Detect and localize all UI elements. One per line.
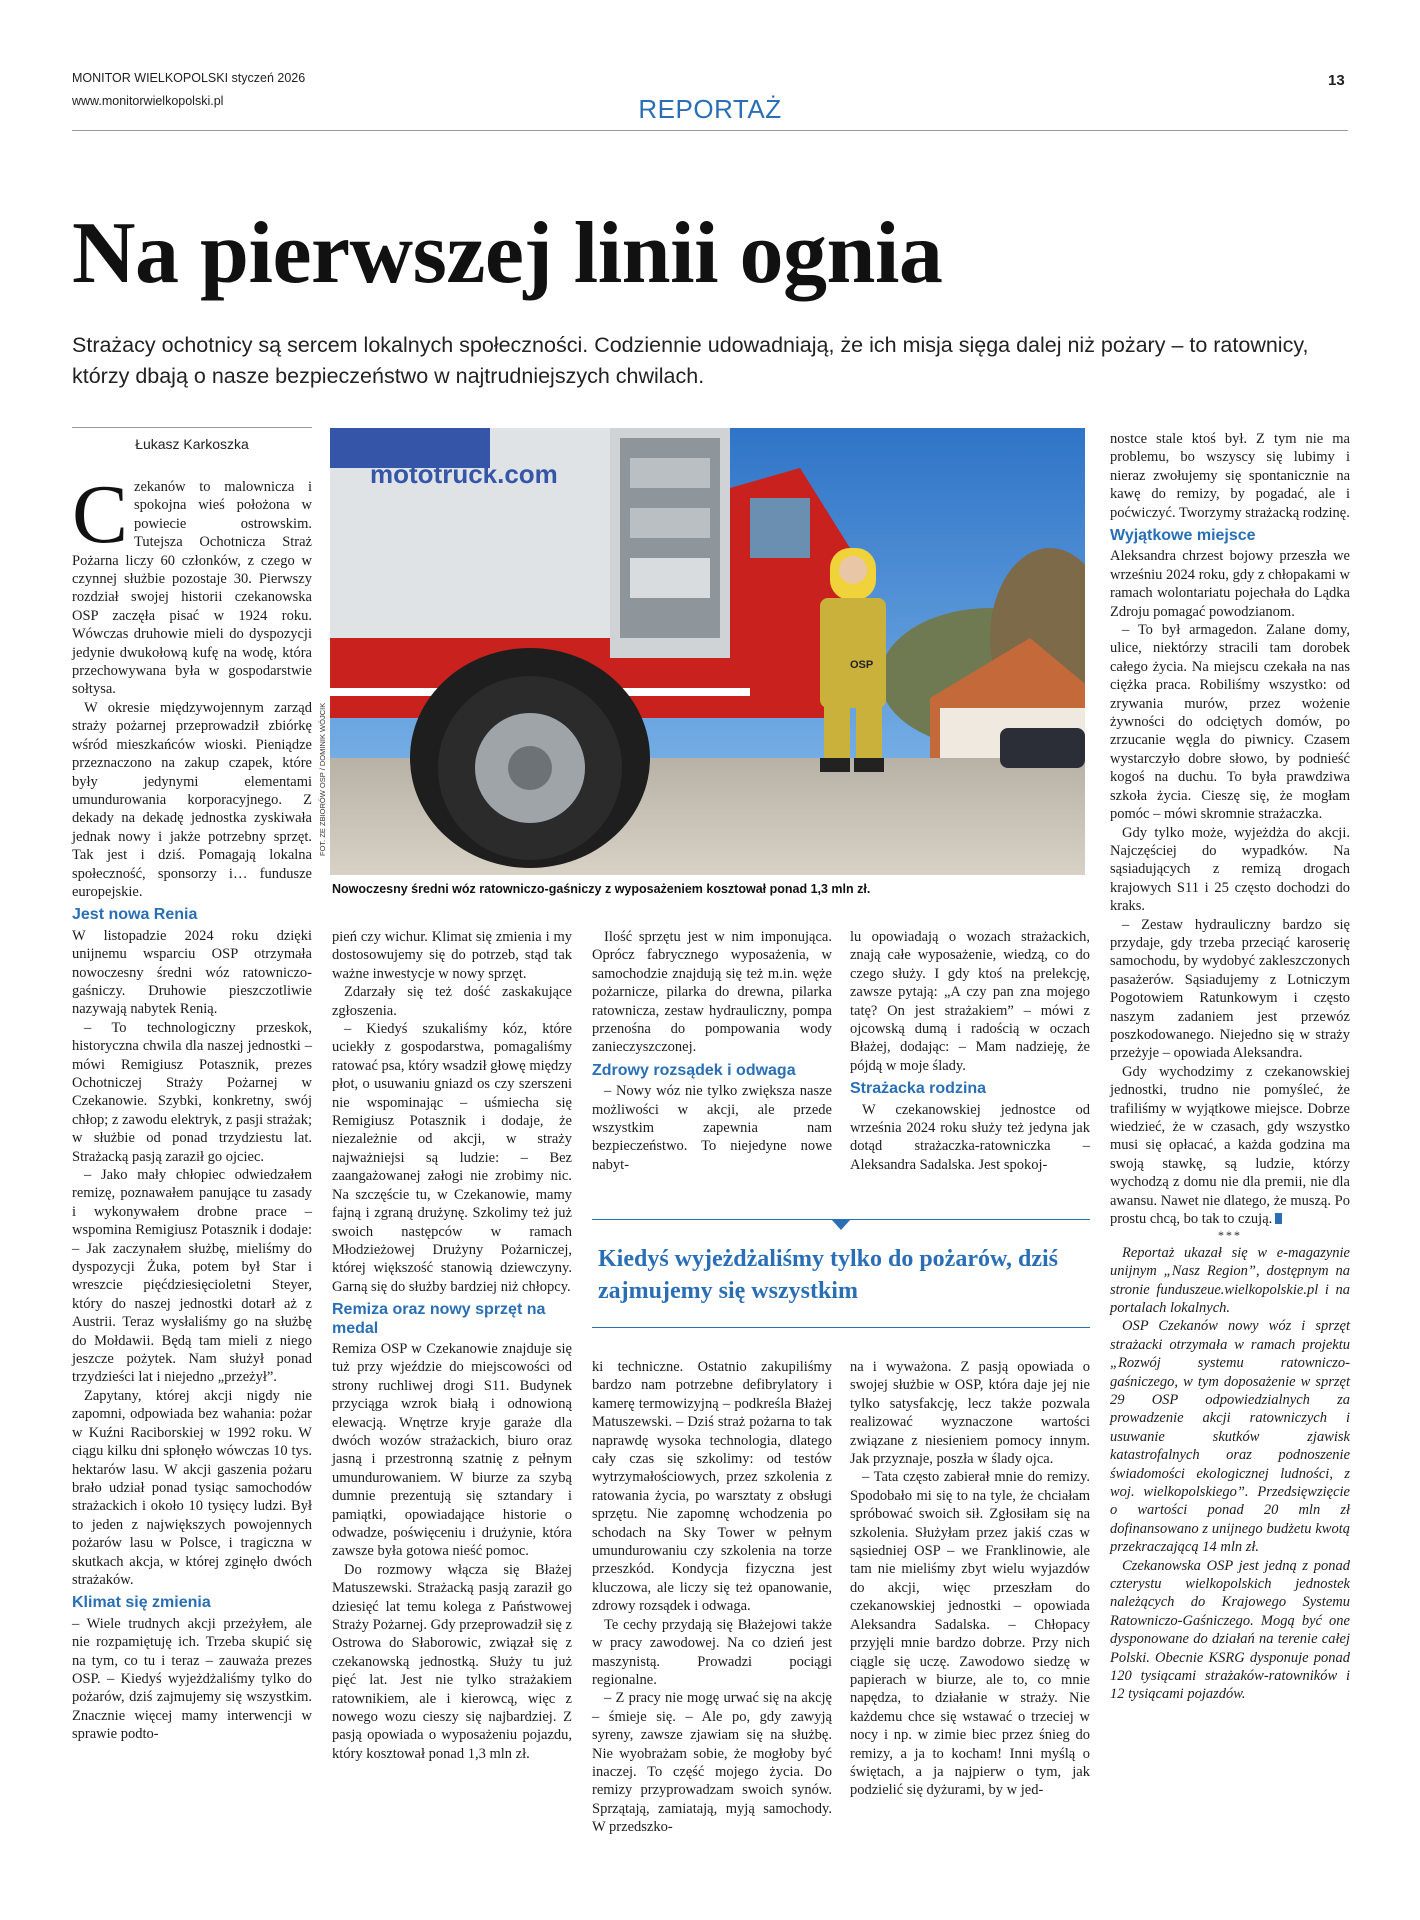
paragraph: Te cechy przydają się Błażejowi także w pracy zawodowej. Na co dzień jest maszynistą. Prowadzi pociągi regionalne. (592, 1616, 832, 1688)
photo-credit: FOT. ZE ZBIORÓW OSP / DOMINIK WÓJCIK (318, 702, 327, 856)
fire-truck-illustration (330, 428, 1085, 875)
paragraph: W listopadzie 2024 roku dzięki unijnemu wsparciu OSP otrzymała nowoczesny średni wóz ratowniczo-gaśniczy. Druhowie pieszczotliwie nazywają nabytek Renią. (72, 927, 312, 1018)
paragraph: Zdarzały się też dość zaskakujące zgłoszenia. (332, 984, 572, 1019)
publication-name: MONITOR WIELKOPOLSKI styczeń 2026 (72, 71, 306, 85)
column-5 (1110, 430, 1350, 1870)
subheading-zdrowy-rozsadek: Zdrowy rozsądek i odwaga (592, 1061, 796, 1079)
article-lead: Strażacy ochotnicy są sercem lokalnych społeczności. Codziennie udowadniają, że ich misja sięga dalej niż pożary – to ratownicy, którzy dbają o nasze bezpieczeństwo w najtrudniejszych chwilach. (72, 333, 1309, 388)
paragraph: W okresie międzywojennym zarząd straży pożarnej przeprowadził zbiórkę wśród mieszkańców wioski. Pieniądze przeznaczono na zakup czapek, które były jedynymi elementami umundurowania korporacyjnego. Z dekady na dekadę jednostka zyskiwała jednak nowy i jakże potrzebny sprzęt. Tak jest i dziś. Pomagają lokalna społeczność, sponsorzy i… fundusze europejskie. (72, 699, 312, 900)
article-title: Na pierwszej linii ognia (72, 205, 943, 302)
paragraph: pień czy wichur. Klimat się zmienia i my dostosowujemy się do potrzeb, stąd tak ważne inwestycje w nowy sprzęt. (332, 929, 572, 982)
subheading-jest-nowa-renia: Jest nowa Renia (72, 906, 198, 924)
paragraph: – Nowy wóz nie tylko zwiększa nasze możliwości w akcji, ale przede wszystkim zapewnia nam bezpieczeństwo. To niejedyne nowe nabyt- (592, 1083, 832, 1173)
paragraph: – Z pracy nie mogę urwać się na akcję – śmieje się. – Ale po, gdy zawyją syreny, zawsze zjawiam się na służbę. Nie wyobrażam sobie, że mogłoby być inaczej. To część mojego życia. Do remizy przyprowadzam swoich synów. Sprzątają, zamiatają, myją samochody. W przedszko- (592, 1690, 832, 1836)
pullquote-arrow-icon (831, 1219, 851, 1231)
paragraph: zekanów to malownicza i spokojna wieś położona w powiecie ostrowskim. Tutejsza Ochotnicza Straż Pożarna liczy 60 członków, z czego w czynnej służbie pozostaje 30. Pierwszy rozdział swojej historii czekanowska OSP zaczęła pisać w 1924 roku. Wówczas druhowie mieli do dyspozycji jedynie dwukołową kufę na wodę, która przechowywana była w gospodarstwie sołtysa. (72, 479, 312, 698)
subheading-remiza: Remiza oraz nowy sprzęt na medal (332, 1301, 546, 1337)
paragraph: Do rozmowy włącza się Błażej Matuszewski. Strażacką pasją zaraził go dziesięć lat temu kolega z Państwowej Straży Pożarnej. Gdy przeprowadził się z Ostrowa do Słaborowic, związał się z czekanowską jednostką. Służy tu już pięć lat. Jest nie tylko strażakiem ratownikiem, ale i kierowcą, więc z nowego wozu cieszy się najbardziej. Z pasją opowiada o wyposażeniu pojazdu, który kosztował ponad 1,3 mln zł. (332, 1561, 572, 1762)
column-4-top (850, 928, 1090, 1178)
header-rule (72, 130, 1348, 131)
column-3-bottom (592, 1358, 832, 1868)
paragraph-text: Gdy wychodzimy z czekanowskiej jednostki, trudno nie pomyśleć, że trafiliśmy w wyjątkowe miejsce. Dobrze wiedzieć, że w czasach, gdy wszystko musi się opłacać, a każda godzina ma swoją stawkę, są ludzie, którzy wychodzą z domu nie dla premii, nie dla awansu. Nawet nie dlatego, że muszą. Po prostu chcą, bo tak to czują. (1110, 1063, 1350, 1228)
photo-caption: Nowoczesny średni wóz ratowniczo-gaśniczy z wyposażeniem kosztował ponad 1,3 mln zł. (332, 882, 871, 896)
pullquote-bottom-rule (592, 1327, 1090, 1328)
paragraph: – Zestaw hydrauliczny bardzo się przydaje, gdy trzeba przeciąć karoserię samochodu, by wydobyć zakleszczonych pasażerów. Sąsiadujemy z Lotniczym Pogotowiem Ratunkowym i często naszym zadaniem jest przewóz poszkodowanego. Niejedno się w straży przeżyje – opowiada Aleksandra. (1110, 916, 1350, 1062)
column-1 (72, 468, 312, 1868)
fire-truck-photo (330, 428, 1085, 875)
paragraph: Gdy tylko może, wyjeżdża do akcji. Najczęściej do wypadków. Na sąsiadujących z remizą drogach krajowych S11 i 25 często dochodzi do kraks. (1110, 824, 1350, 915)
paragraph: – To technologiczny przeskok, historyczna chwila dla naszej jednostki – mówi Remigiusz Potasznik, prezes Ochotniczej Straży Pożarnej w Czekanowie. Szybki, konkretny, swój chłop; z zawodu elektryk, z pasji strażak; w służbie od ponad trzydziestu lat. Strażacką pasją zaraził go ojciec. (72, 1019, 312, 1165)
paragraph: nostce stale ktoś był. Z tym nie ma problemu, bo wszyscy się lubimy i nieraz zwołujemy się spontanicznie na kawę do remizy, by pogadać, ale i poćwiczyć. Tworzymy strażacką rodzinę. (1110, 431, 1350, 521)
page-number: 13 (1328, 72, 1345, 89)
paragraph: – Tata często zabierał mnie do remizy. Spodobało mi się to na tyle, że chciałam spróbować swoich sił. Zgłosiłam się na szkolenia. Służyłam przez jakiś czas w sąsiedniej OSP – we Franklinowie, ale tam nie mieliśmy zbyt wielu wyjazdów do akcji, więc przeszłam do czekanowskiej jednostki – opowiada Aleksandra Sadalska. – Chłopacy przyjęli mnie bardzo dobrze. Przy nich ciągle się uczę. Zawodowo siedzę w papierach w biurze, ale to, co mnie napędza, to działanie w straży. Nie każdemu chce się wstawać o trzeciej w nocy i np. w zimie biec przez śnieg do remizy, a ja to kocham! Inni myślą o świętach, a ja najpierw o tym, jak podzielić się dyżurami, by w jed- (850, 1469, 1090, 1799)
paragraph: – Jako mały chłopiec odwiedzałem remizę, poznawałem panujące tu zasady i wykonywałem drobne prace – wspomina Remigiusz Potasznik i dodaje: – Jak zaczynałem służbę, mieliśmy do dyspozycji Żuka, potem był Star i wreszcie pięćdziesięcioletni Steyer, który do naszej jednostki dotarł aż z Austrii. Teraz wysłaliśmy go na służbę do Mołdawii. Będą tam mieli z niego jeszcze pożytek. Nam służył ponad trzydzieści lat i niejedno „przeżył”. (72, 1167, 312, 1386)
end-of-article-icon (1275, 1213, 1282, 1224)
paragraph: – Kiedyś szukaliśmy kóz, które uciekły z gospodarstwa, pomagaliśmy ratować psa, który wsadził głowę między płot, o usuwaniu gniazd os czy szerszeni nie wspominając – uśmiecha się Remigiusz Potasznik i dodaje, że niezależnie od akcji, w straży najważniejsi są ludzie: – Bez zaangażowanej załogi nie zrobimy nic. Na szczęście tu, w Czekanowie, mamy fajną i zgraną drużynę. Szkolimy też już swoich następców w ramach Młodzieżowej Drużyny Pożarniczej, której większość stanowią dziewczyny. Garną się do służby bardziej niż chłopcy. (332, 1021, 572, 1295)
uniform-label: OSP (850, 659, 874, 671)
paragraph: – Wiele trudnych akcji przeżyłem, ale nie rozpamiętuję ich. Trzeba skupić się na tym, co tu i teraz – zauważa prezes OSP. – Kiedyś wyjeżdżaliśmy tylko do pożarów, dziś zajmujemy się wszystkim. Znacznie więcej mamy interwencji w sprawie podto- (72, 1615, 312, 1743)
paragraph: Ilość sprzętu jest w nim imponująca. Oprócz fabrycznego wyposażenia, w samochodzie znajdują się też m.in. węże pożarnicze, pilarka do drewna, pilarka ratownicza, zestaw hydrauliczny, pompa przenośna do pompowania wody zanieczyszczonej. (592, 929, 832, 1056)
column-2 (332, 928, 572, 1868)
truck-logo-text: mototruck.com (370, 459, 558, 489)
pull-quote: Kiedyś wyjeżdżaliśmy tylko do pożarów, dziś zajmujemy się wszystkim (598, 1246, 1058, 1305)
subheading-strazacka-rodzina: Strażacka rodzina (850, 1080, 987, 1098)
paragraph: W czekanowskiej jednostce od września 2024 roku służy też jedyna jak dotąd strażaczka-ratowniczka – Aleksandra Sadalska. Jest spokoj- (850, 1101, 1090, 1173)
paragraph: Remiza OSP w Czekanowie znajduje się tuż przy wjeździe do miejscowości od strony ruchliwej drogi S11. Budynek przyciąga wzrok białą i odnowioną elewacją. Wnętrze kryje garaże dla dwóch wozów strażackich, biuro oraz jasną i przestronną szatnię z pełnym umundurowaniem. W biurze za szybą dumnie prezentują się sztandary i pamiątki, opowiadające historie o odwadze, poświęceniu i drużynie, która zawsze była gotowa nieść pomoc. (332, 1340, 572, 1560)
paragraph: lu opowiadają o wozach strażackich, znają całe wyposażenie, wiedzą, co do czego służy. I gdy ktoś na prelekcję, zawsze pytają: „A czy pan zna mojego tatę? On jest strażakiem” – mówi z ojcowską dumą i radością w oczach Błażej, dodając: – Mam nadzieję, że pójdą w moje ślady. (850, 929, 1090, 1074)
section-label: REPORTAŻ (638, 94, 782, 124)
paragraph: na i wyważona. Z pasją opowiada o swojej służbie w OSP, która daje jej nie tylko satysfakcję, lecz także pozwala realizować wyznaczone wartości związane z niesieniem pomocy innym. Jak przyznaje, poszła w ślady ojca. (850, 1359, 1090, 1468)
subheading-klimat-sie-zmienia: Klimat się zmienia (72, 1594, 211, 1612)
byline-rule (72, 427, 312, 428)
paragraph: ki techniczne. Ostatnio zakupiliśmy bardzo nam potrzebne defibrylatory i kamerę termowizyjną – podkreśla Błażej Matuszewski. – Dziś straż pożarna to tak naprawdę wysoka technologia, dlatego cały czas się szkolimy: od testów wytrzymałościowych, przez szkolenia z ratowania życia, po warsztaty z obsługi sprzętu. Nie zapomnę wchodzenia po schodach na Sky Tower w pełnym umundurowaniu czy szkolenia na torze przeszkód. Kondycja fizyczna jest kluczowa, ale liczy się też opanowanie, zdrowy rozsądek i odwaga. (592, 1359, 832, 1615)
paragraph: Aleksandra chrzest bojowy przeszła we wrześniu 2024 roku, gdy z chłopakami w ramach wolontariatu pojechała do Lądka Zdroju pomagać powodzianom. (1110, 548, 1350, 620)
column-4-bottom (850, 1358, 1090, 1868)
paragraph: Zapytany, której akcji nigdy nie zapomni, odpowiada bez wahania: pożar w Kuźni Raciborskiej w 1992 roku. W ciągu kilku dni spłonęło wówczas 10 tys. hektarów lasu. W akcji gaszenia pożaru brało udział ponad tysiąc samochodów strażackich i około 10 tysięcy ludzi. Był to jeden z największych powojennych pożarów lasu w Polsce, i tragiczna w skutkach akcja, w której zginęło dwóch strażaków. (72, 1387, 312, 1588)
separator-stars: *** (1218, 1228, 1242, 1243)
subheading-wyjatkowe-miejsce: Wyjątkowe miejsce (1110, 527, 1256, 545)
paragraph-final (1110, 1063, 1350, 1229)
dropcap-letter: C (72, 468, 129, 561)
author-byline: Łukasz Karkoszka (135, 436, 249, 452)
paragraph: – To był armagedon. Zalane domy, ulice, niektórzy stracili tam dorobek całego życia. Na miejscu czekała na nas ciężka praca. Robiliśmy wszystko: od zrywania murów, przez wożenie żywności do odciętych domów, po zrzucanie węgla do piwnicy. Czasem wystarczyło dobre słowo, by podnieść kogoś na duchu. To była prawdziwa szkoła życia. Cieszę się, że mogłam pomóc – mówi skromnie strażaczka. (1110, 622, 1350, 823)
note-paragraph: Czekanowska OSP jest jedną z ponad czterystu wielkopolskich jednostek należących do Krajowego Systemu Ratowniczo-Gaśniczego. Mogą być one dysponowane do działań na terenie całej Polski. Obecnie KSRG dysponuje ponad 120 tysiącami strażaków-ratowników i 12 tysiącami pojazdów. (1110, 1557, 1350, 1703)
note-paragraph: OSP Czekanów nowy wóz i sprzęt strażacki otrzymała w ramach projektu „Rozwój systemu ratowniczo-gaśniczego, w tym doposażenie w sprzęt 29 OSP odpowiedzialnych za prowadzenie akcji ratowniczych i usuwanie skutków zjawisk katastrofalnych oraz podnoszenie świadomości ekologicznej ludności, z woj. wielkopolskiego”. Przedsięwzięcie o wartości ponad 20 mln zł dofinansowano z unijnego budżetu kwotą przekraczającą 14 mln zł. (1110, 1318, 1350, 1556)
website-link[interactable]: www.monitorwielkopolski.pl (72, 94, 224, 108)
note-paragraph: Reportaż ukazał się w e-magazynie unijnym „Nasz Region”, dostępnym na stronie funduszeue.wielkopolskie.pl i na portalach lokalnych. (1110, 1244, 1350, 1316)
column-3-top (592, 928, 832, 1178)
